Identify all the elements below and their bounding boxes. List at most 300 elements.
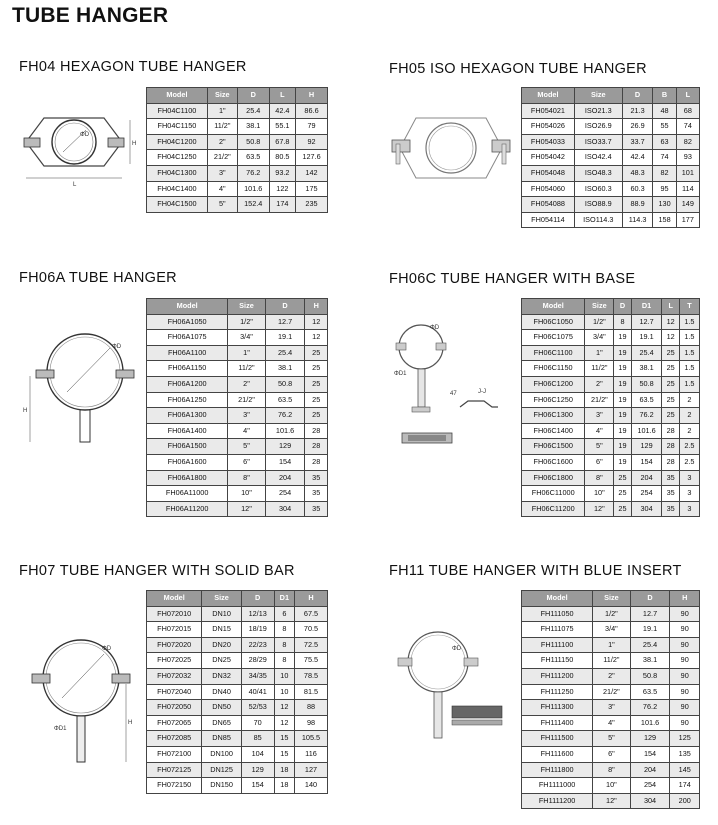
- table-row: [522, 134, 700, 150]
- table-cell: FH06A1050: [147, 314, 228, 330]
- table-cell: 12.7: [630, 606, 670, 622]
- table-cell: 10": [593, 778, 630, 794]
- table-row: [147, 653, 328, 669]
- table-cell: 5": [228, 439, 265, 455]
- table-cell: DN125: [202, 762, 241, 778]
- table-row: [522, 778, 700, 794]
- table-cell: 19: [614, 408, 631, 424]
- table-row: [147, 423, 328, 439]
- table-cell: 154: [631, 454, 662, 470]
- table-cell: 76.2: [630, 700, 670, 716]
- table-cell: FH111500: [522, 731, 593, 747]
- table-cell: 21.3: [622, 103, 653, 119]
- column-header: Model: [147, 88, 208, 104]
- fh04-spec-table: [146, 87, 328, 213]
- table-cell: 114.3: [622, 212, 653, 228]
- table-cell: 50.8: [265, 376, 305, 392]
- table-cell: 154: [630, 746, 670, 762]
- table-cell: FH04C1100: [147, 103, 208, 119]
- table-cell: FH06A1075: [147, 330, 228, 346]
- column-header: D: [241, 591, 274, 607]
- table-cell: 12.7: [631, 314, 662, 330]
- table-row: [147, 668, 328, 684]
- column-header: D: [630, 591, 670, 607]
- table-cell: FH072085: [147, 731, 202, 747]
- fh04-d-label: ΦD: [80, 132, 90, 138]
- table-row: [522, 392, 700, 408]
- column-header: D: [265, 299, 305, 315]
- column-header: D1: [274, 591, 294, 607]
- column-header: D1: [631, 299, 662, 315]
- table-cell: 3/4": [228, 330, 265, 346]
- table-cell: 63.5: [265, 392, 305, 408]
- column-header: Model: [147, 299, 228, 315]
- table-row: [147, 165, 328, 181]
- table-row: [522, 684, 700, 700]
- table-cell: 35: [662, 470, 679, 486]
- column-header: D: [237, 88, 269, 104]
- table-cell: FH072020: [147, 637, 202, 653]
- table-cell: 21/2": [228, 392, 265, 408]
- fh06c-drawing: [388, 315, 518, 460]
- table-cell: 90: [670, 637, 700, 653]
- table-cell: 129: [241, 762, 274, 778]
- table-cell: 1": [228, 345, 265, 361]
- table-cell: 125: [670, 731, 700, 747]
- table-cell: 18/19: [241, 622, 274, 638]
- table-cell: 48: [653, 103, 676, 119]
- fh06a-drawing: [22, 320, 144, 450]
- table-row: [522, 314, 700, 330]
- table-cell: FH06C1200: [522, 376, 585, 392]
- fh06c-spec-table: [521, 298, 700, 517]
- table-row: [522, 486, 700, 502]
- table-cell: FH072025: [147, 653, 202, 669]
- table-cell: 50.8: [237, 134, 269, 150]
- table-cell: 130: [653, 197, 676, 213]
- table-cell: 35: [305, 486, 328, 502]
- fh11-d-label: ΦD: [452, 646, 462, 652]
- table-cell: 129: [631, 439, 662, 455]
- table-cell: 74: [653, 150, 676, 166]
- table-cell: FH054060: [522, 181, 575, 197]
- table-row: [147, 439, 328, 455]
- table-cell: 78.5: [295, 668, 328, 684]
- table-cell: FH06C11200: [522, 501, 585, 517]
- table-cell: FH06A1250: [147, 392, 228, 408]
- table-cell: 304: [265, 501, 305, 517]
- column-header: D: [614, 299, 631, 315]
- table-cell: FH04C1500: [147, 197, 208, 213]
- table-cell: 25.4: [630, 637, 670, 653]
- table-cell: 10: [274, 668, 294, 684]
- table-cell: 34/35: [241, 668, 274, 684]
- table-cell: FH06A1400: [147, 423, 228, 439]
- table-cell: FH111100: [522, 637, 593, 653]
- table-cell: 204: [630, 762, 670, 778]
- table-cell: 12.7: [265, 314, 305, 330]
- table-cell: 88.9: [622, 197, 653, 213]
- table-cell: 19: [614, 345, 631, 361]
- table-cell: 135: [670, 746, 700, 762]
- table-cell: FH111075: [522, 622, 593, 638]
- table-row: [522, 439, 700, 455]
- table-cell: DN15: [202, 622, 241, 638]
- fh06c-d1-label: ΦD1: [394, 371, 407, 377]
- table-cell: 12: [274, 700, 294, 716]
- table-cell: ISO114.3: [574, 212, 622, 228]
- table-cell: 19: [614, 439, 631, 455]
- table-cell: 19: [614, 376, 631, 392]
- table-cell: 152.4: [237, 197, 269, 213]
- table-cell: 204: [265, 470, 305, 486]
- table-cell: 105.5: [295, 731, 328, 747]
- table-cell: 12: [274, 715, 294, 731]
- table-row: [522, 165, 700, 181]
- fh06a-spec-table: [146, 298, 328, 517]
- table-cell: 76.2: [237, 165, 269, 181]
- table-cell: 1.5: [679, 330, 699, 346]
- table-row: [147, 501, 328, 517]
- table-cell: 8": [228, 470, 265, 486]
- table-row: [522, 103, 700, 119]
- table-cell: DN85: [202, 731, 241, 747]
- table-cell: 75.5: [295, 653, 328, 669]
- fh06c-section-label: J-J: [478, 389, 486, 395]
- table-row: [147, 746, 328, 762]
- table-cell: 28: [305, 454, 328, 470]
- table-cell: 175: [296, 181, 328, 197]
- fh04-h-label: H: [132, 141, 137, 147]
- table-cell: 11/2": [593, 653, 630, 669]
- table-cell: 145: [670, 762, 700, 778]
- table-cell: 81.5: [295, 684, 328, 700]
- table-cell: 76.2: [265, 408, 305, 424]
- table-cell: 12: [662, 314, 679, 330]
- table-cell: FH06A11200: [147, 501, 228, 517]
- fh07-drawing: [18, 628, 142, 778]
- table-cell: FH054048: [522, 165, 575, 181]
- table-cell: 8: [614, 314, 631, 330]
- table-cell: 1/2": [585, 314, 614, 330]
- table-cell: 33.7: [622, 134, 653, 150]
- table-cell: 10": [585, 486, 614, 502]
- table-cell: 3/4": [593, 622, 630, 638]
- section-title-fh06c: FH06C TUBE HANGER WITH BASE: [389, 271, 636, 287]
- table-cell: 12": [228, 501, 265, 517]
- table-cell: 2": [228, 376, 265, 392]
- column-header: H: [296, 88, 328, 104]
- table-cell: 63.5: [631, 392, 662, 408]
- section-title-fh05: FH05 ISO HEXAGON TUBE HANGER: [389, 61, 647, 77]
- table-cell: 5": [585, 439, 614, 455]
- table-cell: 254: [265, 486, 305, 502]
- column-header: Size: [593, 591, 630, 607]
- table-cell: 3: [679, 501, 699, 517]
- table-cell: 90: [670, 606, 700, 622]
- column-header: D: [622, 88, 653, 104]
- table-cell: 60.3: [622, 181, 653, 197]
- table-cell: DN25: [202, 653, 241, 669]
- table-cell: DN40: [202, 684, 241, 700]
- table-row: [147, 181, 328, 197]
- table-cell: ISO48.3: [574, 165, 622, 181]
- table-cell: FH111300: [522, 700, 593, 716]
- fh06a-h-label: H: [23, 408, 28, 414]
- table-cell: 200: [670, 793, 700, 809]
- table-cell: 101.6: [237, 181, 269, 197]
- table-cell: 72.5: [295, 637, 328, 653]
- table-cell: 42.4: [622, 150, 653, 166]
- table-cell: 12/13: [241, 606, 274, 622]
- table-cell: 140: [295, 778, 328, 794]
- table-row: [147, 700, 328, 716]
- table-cell: 2.5: [679, 439, 699, 455]
- table-cell: 3": [228, 408, 265, 424]
- table-cell: FH06C1500: [522, 439, 585, 455]
- table-cell: ISO42.4: [574, 150, 622, 166]
- table-cell: 25: [614, 486, 631, 502]
- table-cell: 25: [305, 361, 328, 377]
- fh07-d1-label: ΦD1: [54, 726, 67, 732]
- table-cell: 63.5: [237, 150, 269, 166]
- fh06c-h-label: 47: [450, 391, 457, 397]
- table-cell: 25: [662, 376, 679, 392]
- table-cell: 25: [662, 408, 679, 424]
- table-cell: DN20: [202, 637, 241, 653]
- table-cell: FH06A1800: [147, 470, 228, 486]
- table-cell: FH06A1150: [147, 361, 228, 377]
- table-cell: 67.8: [269, 134, 295, 150]
- table-cell: 90: [670, 700, 700, 716]
- table-cell: FH04C1200: [147, 134, 208, 150]
- table-cell: 101.6: [265, 423, 305, 439]
- table-cell: 67.5: [295, 606, 328, 622]
- table-cell: 6": [593, 746, 630, 762]
- table-cell: 25.4: [265, 345, 305, 361]
- table-row: [147, 715, 328, 731]
- column-header: B: [653, 88, 676, 104]
- column-header: Size: [207, 88, 237, 104]
- fh05-drawing: [386, 108, 516, 188]
- table-cell: 177: [676, 212, 699, 228]
- table-cell: 8: [274, 653, 294, 669]
- table-cell: 82: [676, 134, 699, 150]
- table-row: [522, 668, 700, 684]
- table-cell: FH06C1150: [522, 361, 585, 377]
- table-cell: 3": [593, 700, 630, 716]
- table-cell: ISO60.3: [574, 181, 622, 197]
- table-cell: FH1111200: [522, 793, 593, 809]
- table-cell: 52/53: [241, 700, 274, 716]
- table-cell: 11/2": [207, 119, 237, 135]
- table-cell: 88: [295, 700, 328, 716]
- table-cell: 35: [662, 501, 679, 517]
- table-row: [147, 408, 328, 424]
- table-cell: FH06C1075: [522, 330, 585, 346]
- table-row: [522, 119, 700, 135]
- table-header-row: [522, 299, 700, 315]
- table-cell: 19.1: [630, 622, 670, 638]
- table-cell: 42.4: [269, 103, 295, 119]
- table-cell: FH111250: [522, 684, 593, 700]
- table-cell: 80.5: [269, 150, 295, 166]
- table-cell: FH06C11000: [522, 486, 585, 502]
- table-cell: 86.6: [296, 103, 328, 119]
- table-cell: 2: [679, 392, 699, 408]
- table-cell: 63: [653, 134, 676, 150]
- table-row: [522, 731, 700, 747]
- table-cell: 90: [670, 622, 700, 638]
- table-cell: 127: [295, 762, 328, 778]
- table-row: [522, 606, 700, 622]
- table-cell: 90: [670, 715, 700, 731]
- section-title-fh06a: FH06A TUBE HANGER: [19, 270, 177, 286]
- table-cell: 90: [670, 668, 700, 684]
- table-row: [522, 345, 700, 361]
- table-cell: FH06C1300: [522, 408, 585, 424]
- table-cell: 25: [305, 345, 328, 361]
- table-cell: 90: [670, 653, 700, 669]
- table-row: [522, 700, 700, 716]
- table-cell: 1": [207, 103, 237, 119]
- column-header: H: [670, 591, 700, 607]
- table-cell: 174: [670, 778, 700, 794]
- table-cell: DN50: [202, 700, 241, 716]
- table-cell: DN100: [202, 746, 241, 762]
- fh11-spec-table: [521, 590, 700, 809]
- table-cell: 5": [593, 731, 630, 747]
- column-header: Size: [202, 591, 241, 607]
- table-cell: 19.1: [631, 330, 662, 346]
- table-cell: 10: [274, 684, 294, 700]
- column-header: T: [679, 299, 699, 315]
- table-cell: 12: [305, 330, 328, 346]
- table-row: [522, 746, 700, 762]
- table-cell: 18: [274, 762, 294, 778]
- table-cell: 129: [630, 731, 670, 747]
- table-cell: FH111600: [522, 746, 593, 762]
- column-header: Model: [522, 88, 575, 104]
- table-cell: 8": [585, 470, 614, 486]
- table-cell: 101.6: [631, 423, 662, 439]
- table-cell: FH072100: [147, 746, 202, 762]
- table-cell: 254: [630, 778, 670, 794]
- table-row: [522, 637, 700, 653]
- table-cell: 1": [585, 345, 614, 361]
- table-row: [147, 345, 328, 361]
- fh11-drawing: [382, 620, 518, 760]
- table-row: [147, 454, 328, 470]
- table-cell: FH111050: [522, 606, 593, 622]
- table-cell: 50.8: [631, 376, 662, 392]
- table-cell: 11/2": [585, 361, 614, 377]
- table-cell: FH04C1150: [147, 119, 208, 135]
- table-cell: FH06C1600: [522, 454, 585, 470]
- table-row: [147, 470, 328, 486]
- table-cell: FH054021: [522, 103, 575, 119]
- table-cell: 25: [614, 501, 631, 517]
- table-cell: 3/4": [585, 330, 614, 346]
- column-header: L: [676, 88, 699, 104]
- table-cell: FH06A1600: [147, 454, 228, 470]
- table-cell: 127.6: [296, 150, 328, 166]
- table-cell: FH054088: [522, 197, 575, 213]
- table-cell: 1.5: [679, 376, 699, 392]
- table-cell: FH06C1100: [522, 345, 585, 361]
- table-cell: 174: [269, 197, 295, 213]
- table-cell: 12: [662, 330, 679, 346]
- table-cell: 21/2": [585, 392, 614, 408]
- table-cell: 11/2": [228, 361, 265, 377]
- table-cell: 129: [265, 439, 305, 455]
- table-header-row: [522, 591, 700, 607]
- table-cell: 70.5: [295, 622, 328, 638]
- table-cell: 3": [207, 165, 237, 181]
- table-cell: 12": [593, 793, 630, 809]
- table-row: [147, 731, 328, 747]
- table-cell: 1/2": [228, 314, 265, 330]
- table-cell: 2: [679, 423, 699, 439]
- table-cell: 35: [662, 486, 679, 502]
- table-row: [147, 486, 328, 502]
- table-cell: 38.1: [630, 653, 670, 669]
- table-cell: FH1111000: [522, 778, 593, 794]
- table-row: [522, 715, 700, 731]
- table-cell: FH06A1100: [147, 345, 228, 361]
- table-cell: 114: [676, 181, 699, 197]
- table-cell: FH072015: [147, 622, 202, 638]
- table-row: [147, 314, 328, 330]
- table-cell: FH06A1500: [147, 439, 228, 455]
- table-cell: 204: [631, 470, 662, 486]
- table-cell: 15: [274, 746, 294, 762]
- table-cell: 101.6: [630, 715, 670, 731]
- table-cell: 90: [670, 684, 700, 700]
- table-header-row: [147, 88, 328, 104]
- table-cell: 3: [679, 470, 699, 486]
- table-cell: 104: [241, 746, 274, 762]
- column-header: Size: [574, 88, 622, 104]
- table-cell: FH072065: [147, 715, 202, 731]
- table-cell: 19: [614, 454, 631, 470]
- table-cell: 19: [614, 423, 631, 439]
- table-header-row: [147, 299, 328, 315]
- table-cell: 28/29: [241, 653, 274, 669]
- table-cell: 6: [274, 606, 294, 622]
- table-row: [147, 103, 328, 119]
- table-row: [522, 181, 700, 197]
- table-cell: 28: [662, 423, 679, 439]
- table-cell: 19: [614, 361, 631, 377]
- table-cell: 1/2": [593, 606, 630, 622]
- table-cell: 8: [274, 622, 294, 638]
- table-cell: 55: [653, 119, 676, 135]
- table-cell: 98: [295, 715, 328, 731]
- table-cell: 8": [593, 762, 630, 778]
- table-cell: 4": [228, 423, 265, 439]
- column-header: Size: [585, 299, 614, 315]
- table-cell: 18: [274, 778, 294, 794]
- table-cell: 25: [305, 408, 328, 424]
- table-row: [147, 134, 328, 150]
- table-row: [147, 376, 328, 392]
- table-row: [147, 119, 328, 135]
- table-cell: 70: [241, 715, 274, 731]
- table-cell: FH06C1400: [522, 423, 585, 439]
- column-header: H: [305, 299, 328, 315]
- table-row: [147, 606, 328, 622]
